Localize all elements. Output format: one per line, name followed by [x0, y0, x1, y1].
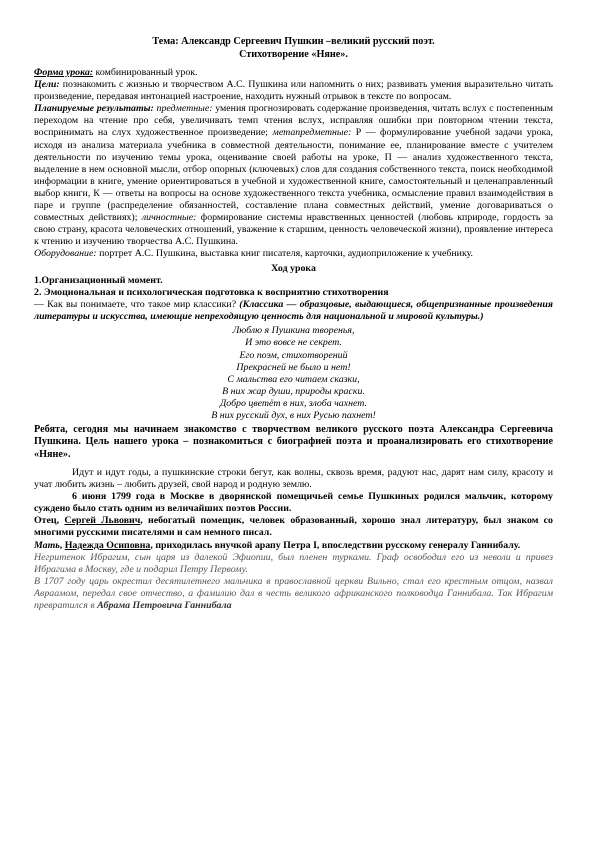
stage-1: 1.Организационный момент.	[34, 275, 163, 286]
mother-paragraph	[34, 540, 553, 552]
ibrahim-paragraph-2-text: В 1707 году царь окрестил десятилетнего мальчика в православной церкви Вильно, стал его крестным отцом, назвал Авраамом, передал свое отчество, а фамилию дал в честь великого африканского полководца Ганнибала. Так Ибрагим превратился в	[34, 575, 553, 612]
birth-paragraph: 6 июня 1799 года в Москве в дворянской помещичьей семье Пушкиных родился мальчик, которому суждено было стать одним из величайших поэтов России.	[34, 491, 553, 515]
title-line-2: Стихотворение «Няне».	[239, 48, 348, 60]
results-subject-label: предметные:	[153, 103, 213, 115]
mother-name: Надежда Осиповна	[64, 539, 151, 551]
poem-line: Добро цветёт в них, злоба чахнет.	[219, 397, 368, 409]
equipment-value: портрет А.С. Пушкина, выставка книг писателя, карточки, аудиоприложение к учебнику.	[96, 248, 474, 260]
poem-line: Прекрасней не было и нет!	[236, 361, 351, 373]
results-label: Планируемые результаты:	[34, 103, 154, 115]
form-label: Форма урока:	[34, 67, 94, 78]
poem-line: С мальства его читаем сказки,	[227, 373, 360, 385]
results-meta-label: метапредметные:	[268, 127, 352, 139]
intro-paragraph: Ребята, сегодня мы начинаем знакомство с творчеством великого русского поэта Александра Сергеевича Пушкина. Цель нашего урока – познакомиться с биографией поэта и проанализировать его стихотворение «Няне».	[34, 424, 553, 460]
planned-results	[34, 103, 553, 248]
classics-question	[34, 299, 553, 323]
mother-sep: ,	[59, 539, 65, 551]
equipment-label: Оборудование:	[34, 248, 97, 260]
lesson-title	[34, 36, 553, 61]
question-answer: (Классика — образцовые, выдающиеся, общепризнанные произведения литературы и искусства, имеющие непреходящую ценность для национальной и мировой культуры.)	[34, 299, 553, 323]
lesson-goals	[34, 79, 553, 103]
equipment	[34, 248, 553, 260]
poem-line: В них русский дух, в них Русью пахнет!	[211, 410, 376, 422]
hannibal-name: Абрама Петровича Ганнибала	[97, 600, 232, 612]
lesson-form	[34, 67, 553, 79]
results-personal-label: личностные:	[137, 212, 197, 224]
ibrahim-paragraph-2	[34, 576, 553, 612]
results-meta-value: Р — формулирование учебной задачи урока, исходя из анализа материала учебника в совместной деятельности, понимание ее, планирование вместе с учителем деятельности по изучению темы урока, оценивание своей работы на уроке, П — анализ художественного текста, выделение в нем основной мысли, отбор опорных (ключевых) слов для создания собственного текста, поиск необходимой информации в книге, умение ориентироваться в учебной и художественной книге, самостоятельный и целенаправленный выбор книги, К — ответы на вопросы на основе художественного текста учебника, осмысление правил взаимодействия в паре и группе (распределение обязанностей, составление плана совместных действий, умение договариваться о совместных действиях);	[34, 127, 554, 224]
question-text: — Как вы понимаете, что такое мир классики?	[34, 299, 237, 311]
stage-2: 2. Эмоциональная и психологическая подготовка к восприятию стихотворения	[34, 287, 389, 299]
form-value: комбинированный урок.	[93, 67, 198, 78]
goals-label: Цели:	[34, 79, 60, 91]
poem	[34, 325, 553, 422]
father-name: Сергей Львович	[64, 515, 141, 527]
poem-line: Люблю я Пушкина творенья,	[232, 325, 355, 337]
course-title: Ход урока	[271, 262, 316, 274]
poem-line: В них жар души, природы краски.	[222, 385, 365, 397]
years-paragraph: Идут и идут годы, а пушкинские строки бегут, как волны, сквозь время, радуют нас, дарят нам силу, красоту и учат любить жизнь – любить друзей, свой народ и родную землю.	[34, 467, 553, 491]
mother-label: Мать	[34, 539, 60, 551]
goals-value: познакомить с жизнью и творчеством А.С. Пушкина или напомнить о них; развивать умения выразительно читать произведение, передавая интонацией настроение, находить нужный отрывок в тексте по вопросам.	[34, 79, 553, 103]
father-prefix: Отец,	[34, 515, 65, 527]
title-line-1: Тема: Александр Сергеевич Пушкин –великий русский поэт.	[152, 36, 435, 47]
poem-line: Его поэм, стихотворений	[239, 349, 348, 361]
ibrahim-paragraph-1: Негритенок Ибрагим, сын царя из далекой Эфиопии, был пленен турками. Граф освободил его из неволи и привез Ибрагима в Москву, где и подарил Петру Первому.	[34, 551, 553, 575]
father-paragraph	[34, 515, 553, 539]
father-rest: , небогатый помещик, человек образованный, хорошо знал литературу, был знаком со многими русскими писателями и сам немного писал.	[34, 515, 553, 539]
mother-rest: , приходилась внучкой арапу Петра I, впоследствии русскому генералу Ганнибалу.	[150, 539, 521, 551]
poem-line: И это вовсе не секрет.	[245, 337, 342, 349]
results-subject-value: умения прогнозировать содержание произведения, читать вслух с постепенным переходом на чтение про себя, увеличивать темп чтения вслух, исправляя ошибки при повторном чтении текста, воспринимать на слух художественное произведение;	[34, 103, 553, 139]
results-personal-value: формирование системы нравственных ценностей (любовь кприроде, гордость за свою страну, красота человеческих отношений, уважение к старшим, ценность человеческой жизни), проявление интереса к чтению и изучению творчества А.С. Пушкина.	[34, 212, 553, 248]
